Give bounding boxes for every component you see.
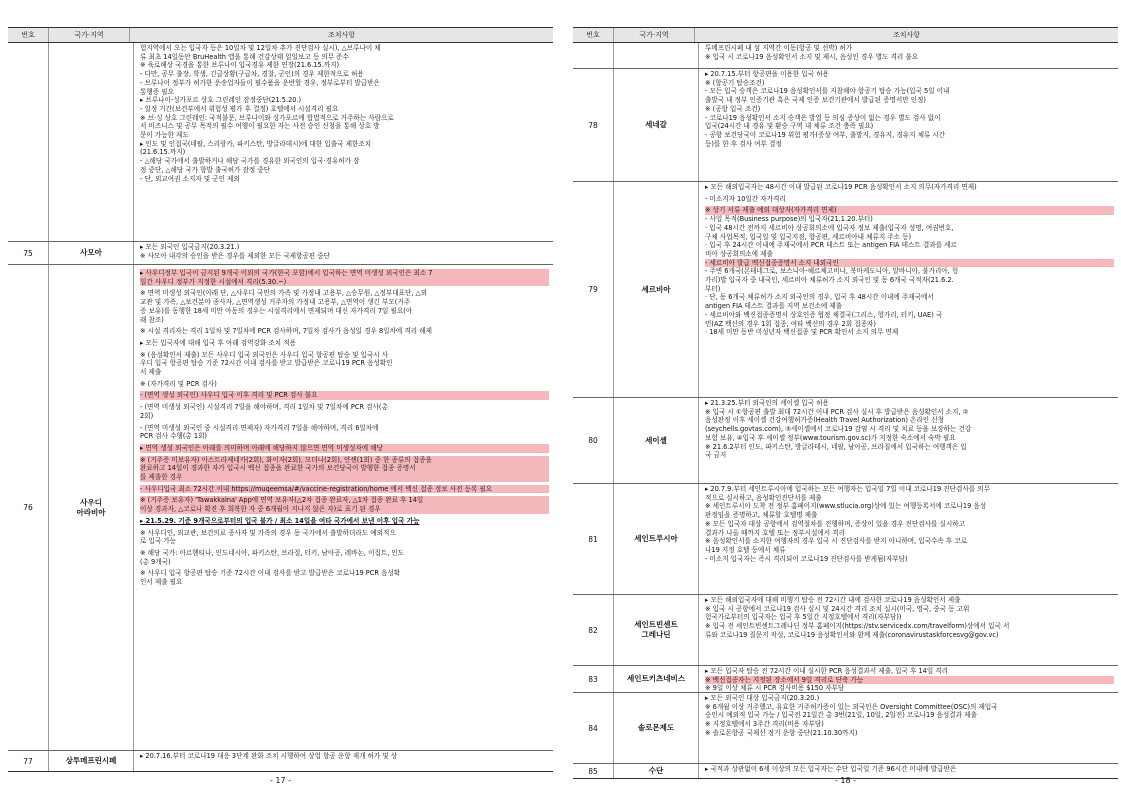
measure-line: ▸ 국적과 상관없이 6세 이상의 모든 입국자는 수단 입국일 기준 96시간 이내에 발급받은 — [705, 765, 957, 773]
measure-line: · 입국 48시간 전까지 세르비아 상공회의소에 입국자 정보 제출(입국자 성명, 여권번호, — [705, 223, 954, 232]
measure-line: ※ 시설 격리자는 격리 1일차 및 7일차에 PCR 검사하며, 7일차 검사가 음성일 경우 8일차에 격리 해제 — [140, 327, 432, 336]
table-header — [573, 28, 1118, 43]
measure-line: 류 최초 14일동안 BruHealth 앱을 통해 건강상태 일일보고 등 의무 준수 — [140, 52, 349, 61]
measure-line: 부터) — [705, 284, 721, 293]
row-measures — [699, 693, 1118, 763]
measure-line: · 18세 미만 동반 미성년자 백신접종 및 PCR 확인서 소지 의무 면제 — [705, 328, 899, 337]
row-country: 세인트루시아 — [614, 484, 699, 594]
measure-line: ▸ 20.7.9.부터 세인트루시아에 입국하는 모든 여행자는 입국일 7일 이내 코로나19 진단검사를 의무 — [705, 485, 990, 493]
measure-line: ※ (공항 입국 조건) — [705, 104, 761, 113]
header-measures: 조치사항 — [892, 31, 921, 39]
measure-line: ※ 6개월 이상 거주했고, 유효한 거주허가증이 있는 외국인은 Oversight Committee(OSC)의 재입국 — [705, 702, 998, 711]
measure-line: 이상 경과자, △코로나 확진 후 회복한 자 중 6개월이 지나지 않은 자)로 표기 된 경우 — [140, 505, 549, 514]
header-country: 국가·지역 — [614, 28, 695, 42]
measure-line: - 사우디입국 최소 72시간 이내 https://muqeemsa/#/vaccine-registration/home 에서 백신 접종 정보 사전 등록 필요 — [140, 485, 549, 494]
measure-line: ※ 사우디인, 외교관, 보건의료 종사자 및 가족의 경우 동 국가에서 출발하더라도 예외적으 — [140, 528, 396, 537]
measure-line: 등)를 한 후 검사 여부 결정 — [705, 139, 782, 148]
table-header — [8, 28, 553, 43]
measure-line: 완료하고 14일이 경과한 자가 입국시 백신 접종을 완료한 국가의 보건당국이 발행한 접종 증명서 — [140, 464, 549, 473]
row-number: 76 — [8, 265, 49, 750]
table-row — [573, 398, 1118, 484]
page-right — [573, 0, 1118, 793]
page-number: - 18 - — [834, 776, 857, 785]
row-measures — [699, 595, 1118, 665]
measure-line: ※ (거주증 미보유자) 아스트라제네카(2회), 화이자(2회), 모더나(2회), 얀센(1회) 중 한 종류의 접종을 — [140, 456, 549, 465]
measure-line: 음성판정 이후 세이셸 건강여행허가증(Health Travel Authorization) 온라인 신청 — [705, 416, 944, 425]
measure-line: 를 제출한 경우 — [140, 473, 549, 482]
measure-line: - 사업 목적(Business purpose)의 입국자(21.1.20.부터) — [705, 215, 873, 224]
measure-line: · 입국 후 24시간 이내에 주재국에서 PCR 테스트 또는 antigen FIA 테스트 결과를 세르 — [705, 241, 957, 250]
table-row — [8, 265, 553, 751]
row-country: 세인트키츠네비스 — [614, 666, 699, 692]
measure-line: 투메프린시페 내 섬 지역간 이동(항공 및 선박) 허가 — [705, 44, 853, 52]
row-country: 수단 — [614, 764, 699, 778]
measure-line: ※ 입국 시 코로나19 음성확인서 소지 및 제시, 음성인 경우 별도 격리 불요 — [705, 52, 919, 61]
row-number: 77 — [8, 751, 49, 771]
measure-line: ※ 해당 국가: 아르헨티나, 인도네시아, 파키스탄, 브라질, 터키, 남아공, 레바논, 이집트, 인도 — [140, 548, 405, 557]
table-row — [8, 751, 553, 771]
row-country: 솔로몬제도 — [614, 693, 699, 763]
measure-line: - △해당 국가에서 출발하거나 해당 국가를 경유한 외국인의 입국·경유허가 잠 — [140, 157, 360, 166]
measure-line: - 미소지자 10일간 자가격리 — [705, 194, 786, 203]
measure-line: ※ (거주증 보유자) 'Tawakkalna' App에 면역 보유자(△2차 접종 완료자, △1차 접종 완료 후 14일 — [140, 496, 549, 505]
table-row — [573, 182, 1118, 398]
table-row — [573, 43, 1118, 69]
measure-line: 로 입국 가능 — [140, 537, 177, 546]
measure-line: 일간 사우디 정부가 지정한 시설에서 격리(5.30.~) — [140, 278, 549, 287]
measure-line: - 미소지 입국자는 즉시 격리되어 코로나19 진단검사를 받게됨(자부담) — [705, 554, 908, 563]
measure-line: 판정임을 증명하고, 체류할 호텔명 제출 — [705, 511, 818, 520]
measure-line: 나19 지정 호텔 등에서 체류 — [705, 545, 786, 554]
measure-line: - (면역 미생성 외국인 중 시설격리 면제자) 자가격리 7일을 해야하며, 격리 6일차에 — [140, 423, 379, 432]
measure-line: ▸ 모든 외국인 입국금지(20.3.21.) — [140, 243, 240, 251]
measure-line: 서 비즈니스 및 공무 목적의 필수 여행이 필요한 자는 사전 승인 신청을 통해 상호 방 — [140, 122, 380, 131]
measure-line: ▸ 모든 입국자에 대해 입국 후 아래 검역강화 조치 적용 — [140, 338, 296, 347]
measure-line: 우디 입국 항공편 탑승 기준 72시간 이내 검사를 받고 발급받은 코로나19 PCR 음성확인 — [140, 359, 393, 368]
row-country: 세네갈 — [614, 69, 699, 181]
measure-line: PCR 검사 수행(총 1회) — [140, 432, 208, 441]
measure-line: ※ (음성확인서 제출) 모든 사우디 입국 외국인은 사우디 입국 항공편 탑승 및 입국시 사 — [140, 350, 389, 359]
table-row — [573, 484, 1118, 595]
measure-line: - 공항 보건당국이 코로나19 위험 평가(증상 여부, 출발지, 경유지, 경유지 체류 시간 — [705, 130, 946, 139]
row-number: 81 — [573, 484, 614, 594]
measure-line: 적으로 실시하고, 음성확인진단서를 제출 — [705, 493, 822, 502]
measure-line: 문이 가능한 제도 — [140, 131, 189, 140]
measure-line: ▸ 브루나이-싱가포르 상호 그린레인 잠정중단(21.5.20.) — [140, 96, 302, 105]
row-measures — [134, 242, 553, 264]
measure-line: ※ 면역 미생성 외국인(아래 단, △사우디 국민의 가족 및 가정내 고용부, △승무원, △정부대표단, △외 — [140, 289, 427, 298]
measure-line: - (면역 생성 외국인) 사우디 입국 이후 격리 및 PCR 검사 불요 — [140, 391, 549, 400]
measure-line: 보험 보유, ④입국 후 세이셸 정부(www.tourism.gov.sc)가 지정한 숙소에서 숙박 필요 — [705, 433, 956, 442]
measure-line: - 일정 기간(보건부에서 위험성 평가 후 결정) 호텔에서 시설격리 필요 — [140, 104, 339, 113]
measure-line — [140, 587, 549, 590]
measure-line: 험국가로부터의 입국자는 입국 후 5일간 지정호텔에서 격리(자부담)) — [705, 613, 902, 622]
table-body — [573, 43, 1118, 778]
measure-line: 비아 상공회의소에 제출 — [705, 249, 773, 258]
measure-line: ※ 백신접종자는 지정된 장소에서 9일 격리로 단축 가능 — [705, 676, 1114, 685]
header-country: 국가·지역 — [49, 28, 130, 42]
row-measures — [699, 398, 1118, 483]
measure-line: ▸ 20.7.15.부터 항공편을 이용한 입국 허용 — [705, 70, 829, 78]
row-number: 79 — [573, 182, 614, 397]
measure-line: 정 중단, △해당 국가 향발 출국허가 잠정 중단 — [140, 165, 271, 174]
measure-line: ※ 솔로몬항공 국제선 정기 운항 중단(21.10.30까지) — [705, 728, 858, 737]
measures-table — [8, 27, 553, 772]
measure-line: ▸ 모든 외국인 대상 입국금지(20.3.20.) — [705, 694, 820, 702]
row-country — [614, 43, 699, 68]
table-body — [8, 43, 553, 771]
row-measures — [134, 43, 553, 241]
measure-line: ※ 사모아 내각의 승인을 받은 경우를 제외한 모든 국제항공편 중단 — [140, 251, 330, 260]
measure-line: 인서 제출 필요 — [140, 578, 183, 587]
table-row — [8, 43, 553, 242]
measure-line: ▸ 모든 입국자 탑승 전 72시간 이내 실시한 PCR 음성결과서 제출, 입국 후 14일 격리 — [705, 667, 949, 675]
measure-line: ▸ 21.3.25.부터 외국인의 세이셸 입국 허용 — [705, 399, 829, 407]
row-country: 상투메프린시페 — [49, 751, 134, 771]
row-number: 75 — [8, 242, 49, 264]
row-country: 세이셸 — [614, 398, 699, 483]
measure-line: - 코로나19 음성확인서 소지 승객은 발열 등 의심 증상이 없는 경우 별도 검사 없이 — [705, 113, 941, 122]
row-country: 사모아 — [49, 242, 134, 264]
measure-line: antigen FIA 테스트 결과를 지역 보건소에 제출 — [705, 302, 843, 311]
measure-line: 2회) — [140, 411, 154, 420]
measure-line: ▸ 모든 해외입국자는 48시간 이내 발급된 코로나19 PCR 음성확인서 소지 의무(자가격리 면제) — [705, 183, 977, 191]
measure-line: (총 9개국) — [140, 557, 171, 566]
row-measures — [134, 265, 553, 750]
row-number — [573, 43, 614, 68]
measure-line: ▸ 사우디정부 입국이 금지된 9개국 이외의 국가(한국 포함)에서 입국하는 면역 미생성 외국인은 최소 7 — [140, 269, 549, 278]
measure-line: ※ 입국 시 공항에서 코로나19 검사 실시 및 24시간 격리 조치 실시(미국, 영국, 중국 등 고위 — [705, 604, 970, 613]
measure-line: ※ 음성확인서를 소지한 여행자의 경우 입국 시 진단검사를 받지 아니하며, 입국수속 후 코로 — [705, 537, 968, 546]
row-number — [8, 43, 49, 241]
measure-line: · 단, 동 6개국 체류허가 소지 외국인의 경우, 입국 후 48시간 이내에 주재국에서 — [705, 293, 934, 302]
measure-line: 증 보유)를 동행한 18세 미만 아동의 경우는 시설격리에서 면제되며 대신 자가격리 7일 필요(아 — [140, 306, 413, 315]
measure-line: - 브루나이 정부가 허가한 운송업자들이 필수품을 운반할 경우, 정부로부터 발급받은 — [140, 78, 380, 87]
measure-line: 험지역에서 오는 입국자 등은 10일차 및 12일차 추가 진단검사 실시), △브루나이 체 — [140, 44, 381, 52]
measure-line: 민(AZ 백신의 경우 1회 접종, 여타 백신의 경우 2회 접종자) — [705, 319, 876, 328]
table-row — [573, 666, 1118, 693]
measure-line: ※ 9일 이상 체류 시 PCR 검사비용 $150 자부담 — [705, 684, 845, 692]
measure-line: ※ 21.6.2부터 인도, 파키스탄, 방글라데시, 네팔, 남아공, 브라질에서 입국하는 여행객은 입 — [705, 442, 967, 451]
row-number: 82 — [573, 595, 614, 665]
measure-line: ※ 육로해상 국경을 통한 브루나이 입국경유 제한 연장(21.6.15.까지) — [140, 61, 340, 70]
table-row — [8, 242, 553, 265]
measure-line: (21.6.15.까지) — [140, 148, 186, 157]
row-country: 세르비아 — [614, 182, 699, 397]
measure-line: ※ 지정호텔에서 3주간 격리(비용 자부담) — [705, 720, 824, 729]
row-country — [49, 43, 134, 241]
page-number: - 17 - — [269, 776, 292, 785]
header-no: 번호 — [8, 28, 49, 42]
measure-line: - (면역 미생성 외국인) 시설격리 7일을 해야하며, 격리 1일차 및 7일차에 PCR 검사(총 — [140, 403, 388, 412]
measure-line: 결과가 나올 때까지 호텔 또는 정부시설에서 격리 — [705, 528, 845, 537]
row-country: 세인트빈센트 그레나딘 — [614, 595, 699, 665]
table-row — [573, 69, 1118, 182]
page-left — [8, 0, 553, 793]
row-measures — [699, 182, 1118, 397]
measure-line: 교관 및 가족, △보건분야 종사자, △면역생성 거주자의 가정내 고용부, △면역이 생긴 부모(거주 — [140, 298, 411, 307]
measure-line: 국 금지 — [705, 451, 727, 460]
measure-line: 통행증 필요 — [140, 87, 174, 96]
row-measures — [699, 666, 1118, 692]
measure-line: ▸ 21.5.29. 기준 9개국으로부터의 입국 불가 / 최소 14일을 여타 국가에서 보낸 이후 입국 가능 — [140, 516, 420, 525]
measure-line: ※ (자가격리 및 PCR 검사) — [140, 379, 217, 388]
measure-line: 류와 코로나19 질문지 작성, 코로나19 음성확인서와 함께 제출(coronavirustaskforcesvg@gov.vc) — [705, 630, 999, 639]
measure-line: 출발국 내 정부 인증기관 혹은 국제 인증 보건기관에서 발급된 증명서만 인정) — [705, 96, 926, 105]
row-country: 사우디 아라비아 — [49, 265, 134, 750]
header-measures: 조치사항 — [327, 31, 356, 39]
measure-line: ※ 모든 입국자 대상 공항에서 검역절차를 진행하며, 증상이 있을 경우 진단검사를 실시하고 — [705, 519, 965, 528]
table-row — [573, 595, 1118, 666]
measure-line: ▸ 20.7.16.부터 코로나19 대응 3단계 완화 조치 시행하여 상업 항공 운항 재개 허가 및 상 — [140, 752, 398, 760]
measure-line: 입국(24시간 내 경유 및 환승 구역 내 체류 조건 충족 필요) — [705, 122, 874, 131]
measure-line: 가리)발 입국자 중 내국인, 세르비아 체류허가 소지 외국인 및 동 6개국 국적자(21.6.2. — [705, 276, 954, 285]
measures-table — [573, 27, 1118, 779]
measure-line: ※ 사우디 입국 항공편 탑승 기준 72시간 이내 검사를 받고 발급받은 코로나19 PCR 음성확 — [140, 569, 401, 578]
row-number: 85 — [573, 764, 614, 778]
header-no: 번호 — [573, 28, 614, 42]
measure-line: ※ 상기 서류 제출 예외 대상자(자가격리 면제) — [705, 206, 1114, 215]
measure-line: - 세르비아 발급 백신접종증명서 소지 내외국인 — [705, 259, 1114, 268]
measure-line: 승인시 예외적 입국 가능 / 입국전 21일간 총 3번(21일, 10일, 2일전) 코로나19 음성결과 제출 — [705, 711, 977, 720]
row-measures — [134, 751, 553, 771]
measure-line: ▸ 면역 생성 외국인은 아래를 의미하며 아래에 해당하지 않으면 면역 미생성자에 해당 — [140, 444, 549, 453]
measure-line: - 단, 외교여권 소지자 및 군인 제외 — [140, 174, 240, 183]
row-number: 80 — [573, 398, 614, 483]
measure-line: ※ 브·싱 상호 그린레인: 국적불문, 브루나이와 싱가포르에 합법적으로 거주하는 사람으로 — [140, 113, 394, 122]
measure-line: - 다만, 공무 출장, 학생, 긴급상황(구급차, 경찰, 군인)의 경우 제한적으로 허용 — [140, 70, 364, 79]
row-number: 83 — [573, 666, 614, 692]
table-row — [573, 693, 1118, 764]
measure-line: - 모든 입국 승객은 코로나19 음성확인서를 지참해야 항공기 탑승 가능(입국 5일 이내 — [705, 87, 950, 96]
measure-line: ▸ 모든 해외입국자에 대해 비행기 탑승 전 72시간 내에 검사한 코로나19 음성확인서 제출 — [705, 596, 961, 604]
row-measures — [699, 69, 1118, 181]
measure-line: ※ (항공기 탑승조건) — [705, 78, 765, 87]
row-measures — [699, 43, 1118, 68]
measure-line: ※ 세인트루시아 도착 전 정부 홈페이지(www.stlucia.org)상에 있는 여행등록서에 코로나19 음성 — [705, 502, 987, 511]
measure-line: - 주변 6개국(몬테네그로, 보스니아-헤르체고비나, 북마케도니아, 알바니아, 불가리아, 헝 — [705, 267, 959, 276]
measure-line: ※ 입국 전 세인트빈센트그레나딘 정부 홈페이지(https://stv.servicedx.com/travelform)상에서 입국 서 — [705, 622, 1010, 631]
measure-line: ▸ 인도 및 인접국(네팔, 스리랑카, 파키스탄, 방글라데시)에 대한 입출국 제한조치 — [140, 139, 372, 148]
measure-line: 서 제출 — [140, 368, 162, 377]
row-number: 84 — [573, 693, 614, 763]
measure-line: ※ 입국 시 ①항공편 출발 최대 72시간 이내 PCR 검사 실시 후 발급받은 음성확인서 소지, ② — [705, 407, 969, 416]
measure-line: 구체 사업목적, 입국일 및 입국지점, 항공편, 세르비아내 체류지 주소 등) — [705, 232, 912, 241]
measure-line: 래 참조) — [140, 315, 164, 324]
row-number: 78 — [573, 69, 614, 181]
row-measures — [699, 484, 1118, 594]
measure-line: - 세르비아와 백신접종증명서 상호인증 협정 체결국(그리스, 헝가리, 터키, UAE) 국 — [705, 310, 943, 319]
measure-line: (seychells.govtas.com), ③세이셸에서 코로나19 감염 시 격리 및 치료 등을 보장하는 건강 — [705, 425, 972, 434]
